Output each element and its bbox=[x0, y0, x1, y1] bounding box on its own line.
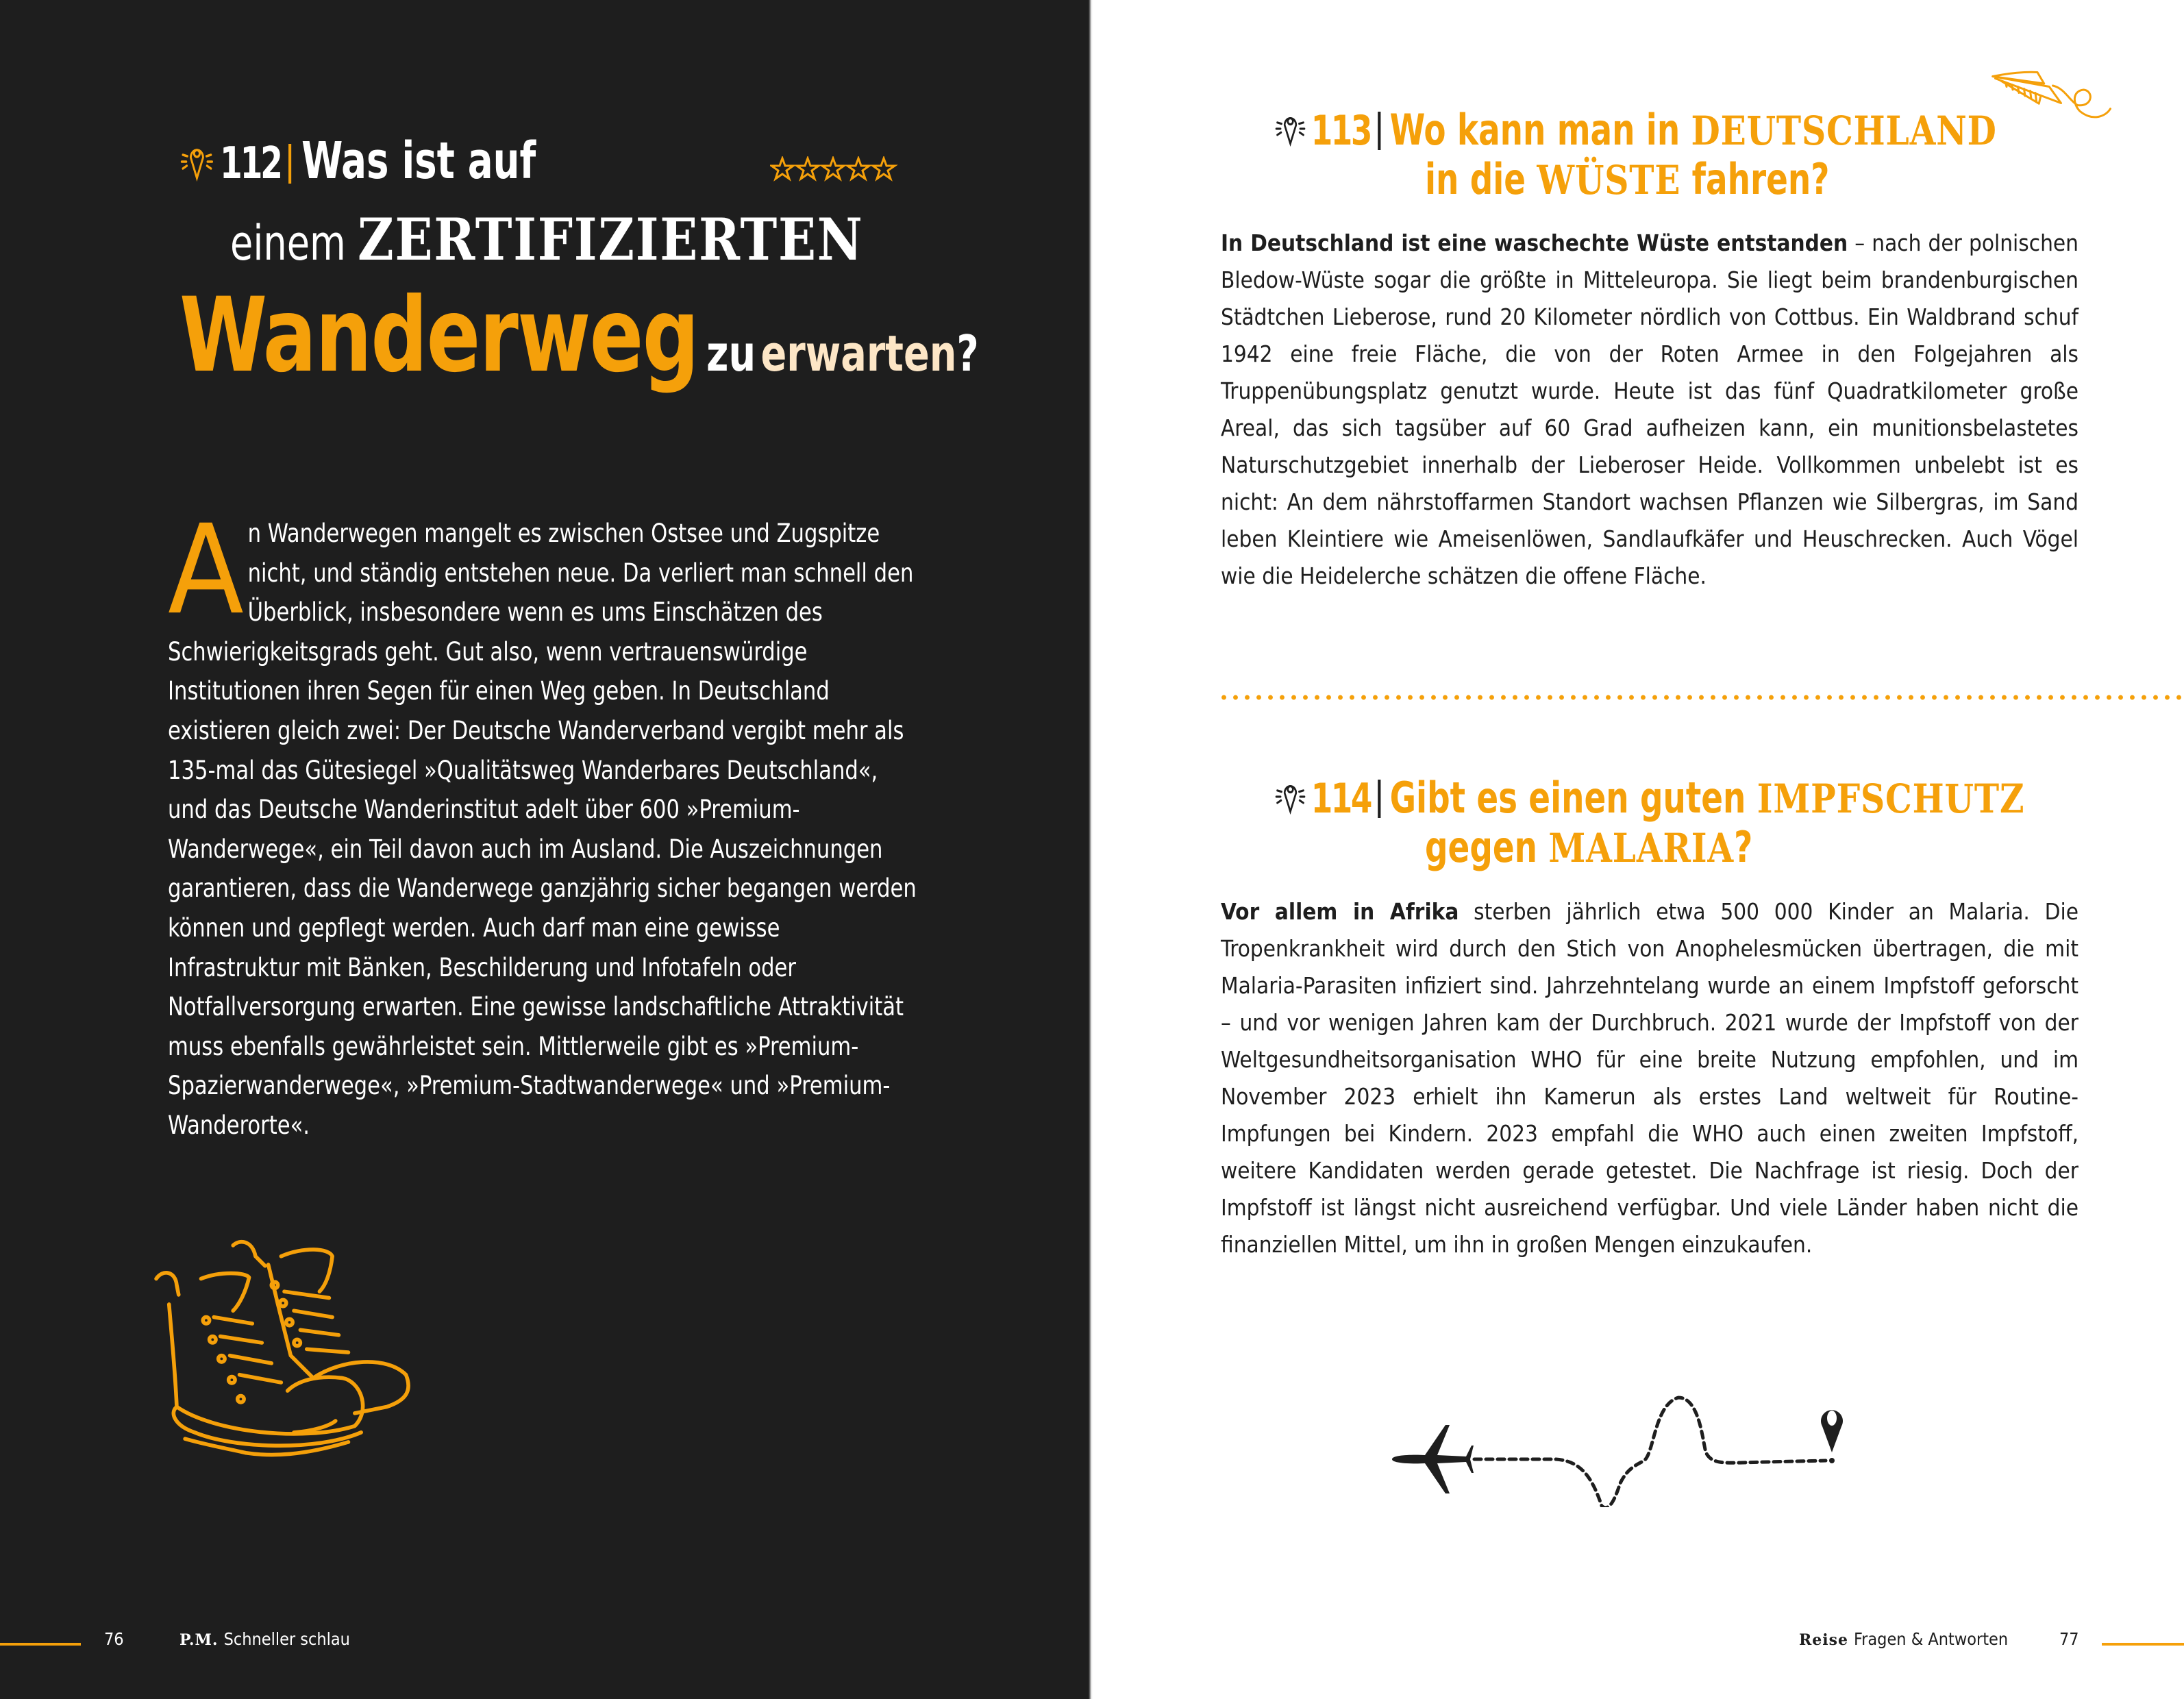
heading-text: ? bbox=[1734, 822, 1753, 872]
question-113-heading-line1 bbox=[1274, 103, 1997, 158]
footer-section bbox=[1799, 1629, 2008, 1649]
divider-bar bbox=[1378, 780, 1380, 818]
location-pin-icon bbox=[179, 140, 214, 182]
body-text: – nach der polnischen Bledow-Wüste sogar die größte in Mitteleuropa. Sie liegt beim brandenburgischen Städtchen Lieberose, rund 20 Kilometer nördlich von Cottbus. Ein Waldbrand schuf 1942 eine freie Fläche, die von der Roten Armee in den Folgejahren als Truppenübungsplatz genutzt wurde. Heute ist das fünf Quadratkilometer große Areal, das sich tagsüber auf 60 Grad aufheizen kann, ein munitionsbelastetes Naturschutzgebiet innerhalb der Lieberoser Heide. Vollkommen unbelebt ist es nicht: An dem nährstoffarmen Standort wachsen Pflanzen wie Silbergras, im Sand leben Kleintiere wie Ameisenlöwen, Sandlaufkäfer und Heuschrecken. Auch Vögel wie die Heidelerche schätzen die offene Fläche. bbox=[1221, 230, 2079, 589]
heading-emphasis: WÜSTE bbox=[1537, 157, 1681, 203]
drop-cap: A bbox=[168, 499, 244, 642]
section-subtitle: Fragen & Antworten bbox=[1854, 1629, 2009, 1649]
question-number: 114 bbox=[1311, 775, 1371, 823]
body-paragraph bbox=[1221, 225, 2078, 595]
heading-text: Was ist auf bbox=[301, 132, 536, 190]
heading-emphasis: MALARIA bbox=[1548, 825, 1735, 871]
divider-bar bbox=[288, 144, 291, 184]
heading-emphasis: IMPFSCHUTZ bbox=[1757, 776, 2025, 822]
location-pin-icon bbox=[1274, 109, 1306, 147]
body-paragraph: n Wanderwegen mangelt es zwischen Ostsee und Zugspitze nicht, und ständig entstehen neue. Da verliert man schnell den Überblick, insbesondere wenn es ums Einschätzen des Schwierigkeitsgrads geht. Gut also, wenn vertrauenswürdige Institutionen ihren Segen für einen Weg geben. In Deutschland existieren gleich zwei: Der Deutsche Wanderverband vergibt mehr als 135-mal das Gütesiegel »Qualitätsweg Wanderbares Deutschland«, und das Deutsche Wanderinstitut adelt über 600 »Premium-Wanderwege«, ein Teil davon auch im Ausland. Die Auszeichnungen garantieren, dass die Wanderwege ganzjährig sicher begangen werden können und gepflegt werden. Auch darf man eine gewisse Infrastruktur mit Bänken, Beschilderung und Infotafeln oder Notfallversorgung erwarten. Eine gewisse landschaftliche Attraktivität muss ebenfalls gewährleistet sein. Mittlerweile gibt es »Premium-Spazierwanderwege«, »Premium-Stadtwanderwege« und »Premium-Wanderorte«. bbox=[168, 519, 917, 1140]
question-112-heading-line2 bbox=[230, 206, 864, 277]
question-114-heading-line2 bbox=[1425, 820, 1752, 876]
heading-punctuation: ? bbox=[956, 325, 979, 382]
page-number-left: 76 bbox=[104, 1629, 124, 1649]
heading-text: Wo kann man in bbox=[1389, 105, 1680, 155]
question-113-body bbox=[1221, 225, 2078, 595]
question-number: 113 bbox=[1311, 107, 1371, 155]
lead-in-bold: Vor allem in Afrika bbox=[1221, 898, 1459, 925]
heading-text: zu bbox=[706, 325, 756, 382]
five-stars-icon bbox=[770, 156, 900, 184]
body-paragraph bbox=[1221, 893, 2078, 1263]
heading-big-word: Wanderweg bbox=[179, 276, 699, 395]
question-112-heading-line1 bbox=[179, 130, 536, 195]
question-112-body bbox=[168, 499, 942, 1145]
heading-text: Gibt es einen guten bbox=[1389, 773, 1746, 823]
question-114-body bbox=[1221, 893, 2078, 1263]
heading-emphasis: DEUTSCHLAND bbox=[1691, 108, 1997, 154]
heading-text: gegen bbox=[1425, 822, 1538, 872]
question-114-heading-line1 bbox=[1274, 771, 2024, 826]
airplane-route-icon bbox=[1384, 1377, 1904, 1507]
question-112-heading-line3 bbox=[179, 276, 979, 422]
divider-bar bbox=[1378, 112, 1380, 150]
book-gutter bbox=[1089, 0, 1093, 1699]
heading-emphasis: ZERTIFIZIERTEN bbox=[358, 206, 864, 273]
dotted-divider bbox=[1218, 695, 2184, 700]
heading-cream-word: erwarten bbox=[760, 325, 957, 382]
footer-accent-line bbox=[0, 1643, 81, 1646]
question-113-heading-line2 bbox=[1425, 152, 1829, 208]
section-name: Reise bbox=[1799, 1631, 1849, 1649]
footer-accent-line bbox=[2102, 1643, 2184, 1646]
heading-text: fahren? bbox=[1691, 154, 1830, 204]
book-title: Schneller schlau bbox=[223, 1629, 350, 1649]
body-text: sterben jährlich etwa 500 000 Kinder an Malaria. Die Tropenkrankheit wird durch den Stich von Anophelesmücken übertragen, die mit Malaria-Parasiten infiziert sind. Jahrzehntelang wurde an einem Impfstoff geforscht – und vor wenigen Jahren kam der Durchbruch. 2021 wurde der Impfstoff von der Weltgesundheitsorganisation WHO für eine breite Nutzung empfohlen, und im November 2023 erhielt ihn Kamerun als erstes Land weltweit für Routine-Impfungen bei Kindern. 2023 empfahl die WHO auch einen zweiten Impfstoff, weitere Kandidaten werden gerade getestet. Die Nachfrage ist riesig. Doch der Impfstoff ist längst nicht ausreichend verfügbar. Und viele Länder haben nicht die finanziellen Mittel, um ihn in großen Mengen einzukaufen. bbox=[1221, 898, 2078, 1258]
heading-text: in die bbox=[1425, 154, 1526, 204]
page-number-right: 77 bbox=[2059, 1629, 2079, 1649]
question-number: 112 bbox=[220, 138, 281, 189]
heading-text: einem bbox=[230, 215, 346, 271]
lead-in-bold: In Deutschland ist eine waschechte Wüste entstanden bbox=[1221, 230, 1848, 256]
footer-brand bbox=[179, 1629, 350, 1649]
location-pin-icon bbox=[1274, 777, 1306, 815]
hiking-boots-icon bbox=[137, 1219, 432, 1466]
brand-logo-text: P.M. bbox=[179, 1631, 219, 1649]
